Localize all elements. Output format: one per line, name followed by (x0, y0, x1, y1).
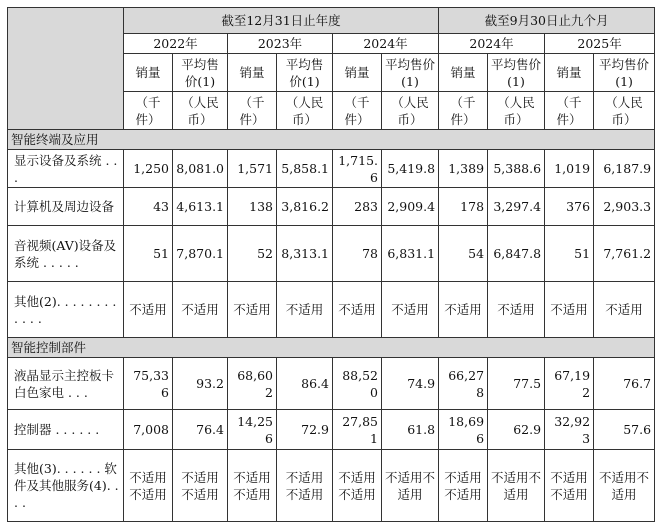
cell: 不适用 (124, 282, 173, 338)
cell: 32,923 (545, 410, 594, 450)
table-row (8, 150, 655, 188)
cell: 6,847.8 (488, 226, 545, 282)
cell: 不适用不适用 (594, 450, 655, 522)
cell: 5,858.1 (277, 150, 333, 188)
unit-volume: （千件） (439, 92, 488, 130)
cell: 67,192 (545, 358, 594, 410)
table-row (8, 358, 655, 410)
cell: 376 (545, 188, 594, 226)
col-header-price: 平均售价(1) (173, 54, 228, 92)
col-header-price: 平均售价(1) (382, 54, 439, 92)
cell: 不适用不适用 (228, 450, 277, 522)
unit-volume: （千件） (333, 92, 382, 130)
cell: 5,419.8 (382, 150, 439, 188)
year-header-2025-9m: 2025年 (545, 34, 655, 54)
cell: 8,081.0 (173, 150, 228, 188)
cell: 14,256 (228, 410, 277, 450)
cell: 不适用 (382, 282, 439, 338)
unit-volume: （千件） (228, 92, 277, 130)
col-header-price: 平均售价(1) (594, 54, 655, 92)
cell: 不适用不适用 (277, 450, 333, 522)
cell: 不适用不适用 (173, 450, 228, 522)
cell: 4,613.1 (173, 188, 228, 226)
cell: 7,870.1 (173, 226, 228, 282)
cell: 不适用不适用 (488, 450, 545, 522)
cell: 不适用不适用 (545, 450, 594, 522)
nine-month-group-header: 截至9月30日止九个月 (439, 8, 655, 34)
section-terminal: 智能终端及应用 (8, 130, 655, 150)
year-header-2024: 2024年 (333, 34, 439, 54)
cell: 76.4 (173, 410, 228, 450)
table-row (8, 410, 655, 450)
cell: 5,388.6 (488, 150, 545, 188)
corner-cell (8, 8, 124, 130)
cell: 68,602 (228, 358, 277, 410)
cell: 51 (124, 226, 173, 282)
cell: 66,278 (439, 358, 488, 410)
cell: 不适用 (173, 282, 228, 338)
year-header-2023: 2023年 (228, 34, 333, 54)
cell: 27,851 (333, 410, 382, 450)
table-row (8, 282, 655, 338)
cell: 178 (439, 188, 488, 226)
cell: 不适用不适用 (333, 450, 382, 522)
cell: 不适用 (439, 282, 488, 338)
col-header-price: 平均售价(1) (277, 54, 333, 92)
cell: 93.2 (173, 358, 228, 410)
cell: 57.6 (594, 410, 655, 450)
cell: 51 (545, 226, 594, 282)
row-label: 计算机及周边设备 (8, 188, 124, 226)
year-header-2022: 2022年 (124, 34, 228, 54)
cell: 54 (439, 226, 488, 282)
cell: 1,389 (439, 150, 488, 188)
year-header-2024-9m: 2024年 (439, 34, 545, 54)
cell: 不适用不适用 (439, 450, 488, 522)
row-label: 其他(3). . . . . . 软件及其他服务(4). . . . (8, 450, 124, 522)
cell: 52 (228, 226, 277, 282)
cell: 138 (228, 188, 277, 226)
section-control: 智能控制部件 (8, 338, 655, 358)
cell: 不适用 (594, 282, 655, 338)
row-label: 其他(2). . . . . . . . . . . . (8, 282, 124, 338)
cell: 2,909.4 (382, 188, 439, 226)
unit-price: （人民币） (382, 92, 439, 130)
cell: 不适用 (333, 282, 382, 338)
cell: 61.8 (382, 410, 439, 450)
cell: 不适用 (277, 282, 333, 338)
cell: 7,008 (124, 410, 173, 450)
cell: 75,336 (124, 358, 173, 410)
sales-volume-price-table (7, 7, 655, 522)
cell: 88,520 (333, 358, 382, 410)
cell: 1,250 (124, 150, 173, 188)
cell: 76.7 (594, 358, 655, 410)
col-header-volume: 销量 (439, 54, 488, 92)
row-label: 控制器 . . . . . . (8, 410, 124, 450)
col-header-price: 平均售价(1) (488, 54, 545, 92)
cell: 18,696 (439, 410, 488, 450)
cell: 7,761.2 (594, 226, 655, 282)
cell: 62.9 (488, 410, 545, 450)
col-header-volume: 销量 (333, 54, 382, 92)
cell: 6,187.9 (594, 150, 655, 188)
row-label: 液晶显示主控板卡白色家电 . . . (8, 358, 124, 410)
cell: 86.4 (277, 358, 333, 410)
cell: 6,831.1 (382, 226, 439, 282)
cell: 不适用 (228, 282, 277, 338)
unit-volume: （千件） (545, 92, 594, 130)
col-header-volume: 销量 (545, 54, 594, 92)
cell: 1,571 (228, 150, 277, 188)
cell: 74.9 (382, 358, 439, 410)
row-label: 显示设备及系统 . . . (8, 150, 124, 188)
unit-price: （人民币） (277, 92, 333, 130)
cell: 2,903.3 (594, 188, 655, 226)
cell: 283 (333, 188, 382, 226)
cell: 不适用 (545, 282, 594, 338)
cell: 1,715.6 (333, 150, 382, 188)
table-row (8, 226, 655, 282)
cell: 3,297.4 (488, 188, 545, 226)
col-header-volume: 销量 (228, 54, 277, 92)
cell: 不适用不适用 (124, 450, 173, 522)
table-row (8, 188, 655, 226)
cell: 43 (124, 188, 173, 226)
cell: 78 (333, 226, 382, 282)
cell: 不适用不适用 (382, 450, 439, 522)
col-header-volume: 销量 (124, 54, 173, 92)
table-row (8, 450, 655, 522)
cell: 3,816.2 (277, 188, 333, 226)
unit-volume: （千件） (124, 92, 173, 130)
unit-price: （人民币） (488, 92, 545, 130)
row-label: 音视频(AV)设备及系统 . . . . . (8, 226, 124, 282)
unit-price: （人民币） (594, 92, 655, 130)
cell: 8,313.1 (277, 226, 333, 282)
unit-price: （人民币） (173, 92, 228, 130)
fiscal-year-group-header: 截至12月31日止年度 (124, 8, 439, 34)
cell: 1,019 (545, 150, 594, 188)
cell: 不适用 (488, 282, 545, 338)
cell: 77.5 (488, 358, 545, 410)
cell: 72.9 (277, 410, 333, 450)
